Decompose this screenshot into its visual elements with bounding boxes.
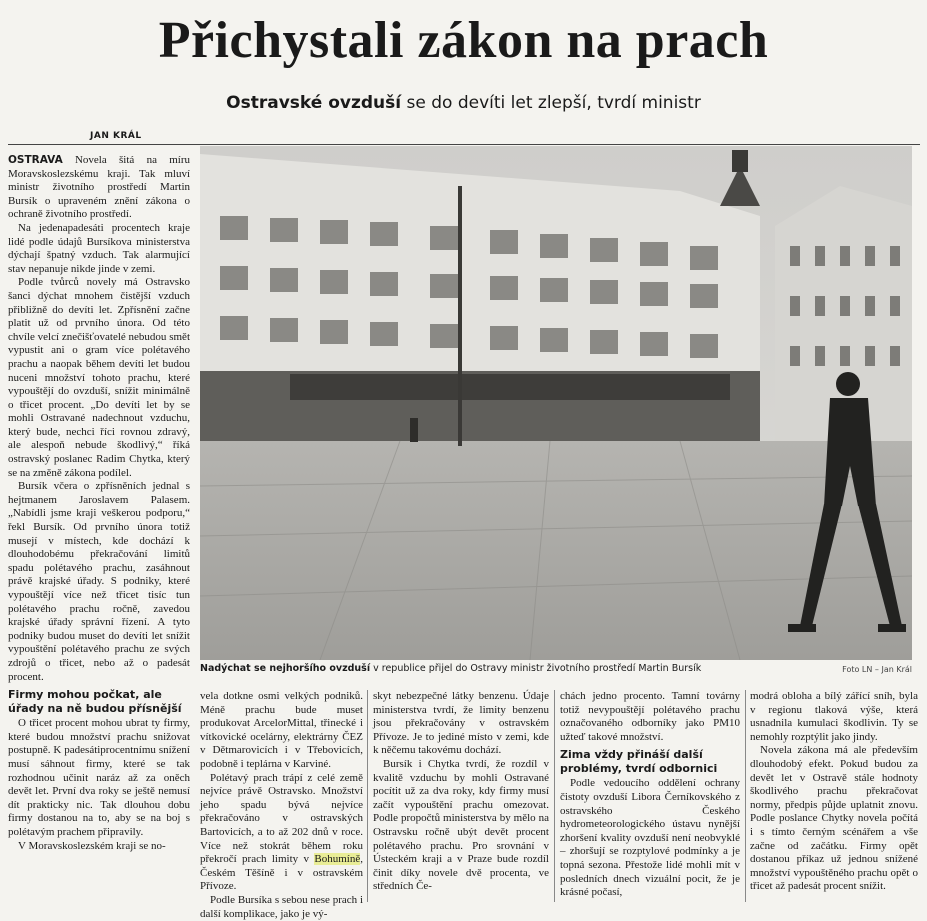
highlighted-word: Bohumíně bbox=[314, 853, 361, 866]
column-4 bbox=[560, 690, 740, 900]
column-divider bbox=[554, 690, 555, 902]
column-3 bbox=[373, 690, 549, 894]
col1-paragraph-1: OSTRAVA Novela šitá na míru Moravskoslezskému kraji. Tak mluví ministr životního prostředí Martin Bursík o upraveném znění zákona o ochraně životního prostředí. bbox=[8, 154, 190, 221]
col5-paragraph-1: modrá obloha a bílý zářící sníh, byla v regionu tlaková výše, která usnadnila kumulaci škodlivin. Ty se nemohly rozptýlit jako jindy. bbox=[750, 690, 918, 743]
caption-rest: v republice přijel do Ostravy ministr životního prostředí Martin Bursík bbox=[370, 663, 702, 674]
byline: JAN KRÁL bbox=[90, 131, 142, 141]
column-divider bbox=[367, 690, 368, 902]
col4-subhead: Zima vždy přináší další problémy, tvrdí odbornici bbox=[560, 748, 718, 775]
col2-paragraph-2: Polétavý prach trápí z celé země nejvíce právě Ostravsko. Množství jeho spadu bývá nejvíce překračováno v ostravských Bartovicích, a to až 202 dnů v roce. Více než stokrát během roku překročí prach limity v Bohumíně, Českém Těšíně i v ostravském Přívoze. bbox=[200, 771, 363, 893]
photo-credit: Foto LN – Jan Král bbox=[842, 665, 912, 674]
col1-paragraph-6: V Moravskoslezském kraji se no- bbox=[18, 839, 166, 852]
lamp-post bbox=[458, 186, 462, 446]
shop-awnings bbox=[290, 374, 730, 400]
col5-paragraph-2: Novela zákona má ale především dlouhodobý efekt. Pokud budou za devět let v Ostravě stále hodnoty škodlivého prachu překračovat normy, předpis půjde uplatnit znovu. Podle poslance Chytky novela počítá i s tímto černým scénářem a vše začne od začátku. Firmy opět dostanou příkaz už jednou snížené množství vypouštěného prachu opět o třicet až padesát procent snížit. bbox=[750, 744, 918, 893]
headline: Přichystali zákon na prach bbox=[158, 12, 769, 69]
subhead-rest: se do devíti let zlepší, tvrdí ministr bbox=[401, 93, 701, 113]
col4-paragraph-1: chách jedno procento. Tamní továrny totiž nevypouštějí polétavého prachu označovaného odborníky jako PM10 užteď takové množství. bbox=[560, 690, 740, 743]
subheadline bbox=[0, 92, 927, 114]
top-rule bbox=[8, 144, 920, 145]
column-1 bbox=[8, 154, 190, 853]
col1-paragraph-2: Na jedenapadesáti procentech kraje lidé podle údajů Bursíkova ministerstva dýchají špatný vzduch. Tak alarmující stav nepanuje nikde jinde v zemi. bbox=[8, 221, 190, 275]
col2-paragraph-3: Podle Bursíka s sebou nese prach i další komplikace, jako je vý- bbox=[200, 893, 363, 920]
col3-paragraph-1: skyt nebezpečné látky benzenu. Údaje ministerstva tvrdí, že limity benzenu jsou překračovány v ostravském Přívoze. Je to jediné místo v zemi, kde k něčemu takovému dochází. bbox=[373, 690, 549, 757]
column-5 bbox=[750, 690, 918, 894]
caption-bold: Nadýchat se nejhoršího ovzduší bbox=[200, 663, 371, 674]
col1-paragraph-4: Bursík včera o zpřísněních jednal s hejtmanem Jaroslavem Palasem. „Nabídli jsme kraji veškerou podporu,“ řekl Bursík. Od prvního února totiž musejí v místech, kde dochází k dlouhodobému překračování limitů spadu polétavého prachu, zasáhnout právě krajské úřady. S podniky, které vypouštějí více než třicet tisíc tun polétavého prachu ročně, zavedou krajské úřady správní řízení. A tyto podniky budou muset do devíti let snížit vypouštění polétavého prachu ze svých zdrojů o třicet, nebo až o padesát procent. bbox=[8, 480, 190, 683]
col3-paragraph-2: Bursík i Chytka tvrdí, že rozdíl v kvalitě vzduchu by mohli Ostravané pocítit už za dva roky, kdy firmy musí začít vypouštění prachu omezovat. Podle propočtů ministerstva by mělo na Ostravsku ročně ubýt devět procent polétavého prachu. Pro srovnání v Ústeckém kraji a v Praze bude rozdíl činit díky novele dvě procenta, ve středních Če- bbox=[373, 757, 549, 893]
photo-caption bbox=[200, 663, 912, 675]
col2-paragraph-1: vela dotkne osmi velkých podniků. Méně prachu bude muset produkovat ArcelorMittal, třinecké i vítkovické ocelárny, elektrárny ČEZ v Dětmarovicích i v Třebovicích, podobně i teplárna v Karviné. bbox=[200, 690, 363, 770]
col4-paragraph-2: Podle vedoucího oddělení ochrany čistoty ovzduší Libora Černíkovského z ostravského Českého hydrometeorologického ústavu nynější zhoršení kvality ovzduší není neobvyklé – zhoršují se rozptylové podmínky a je topná sezona. Přestože lidé mohli mít v posledních dnech vizuální pocit, že je krásné počasí, bbox=[560, 777, 740, 899]
dateline: OSTRAVA bbox=[8, 154, 63, 166]
article-photo bbox=[200, 146, 912, 660]
subhead-bold: Ostravské ovzduší bbox=[226, 93, 402, 113]
col1-subhead: Firmy mohou počkat, ale úřady na ně budou přísnější bbox=[8, 688, 182, 715]
photo-street-scene bbox=[200, 146, 912, 660]
column-divider bbox=[745, 690, 746, 902]
col1-paragraph-3: Podle tvůrců novely má Ostravsko šanci dýchat mnohem čistější vzduch přibližně do devíti let. Zpřísnění začne platit už od prvního února. Od této chvíle velcí znečišťovatelé nebudou smět vypustit ani o gram více polétavého prachu a naopak během devíti let budou nuceni množství tohoto prachu, které vypouštějí do ovzduší, snížit minimálně o třicet procent. „Do devíti let by se mohli Ostravané nadechnout vzduchu, který bude, nechci říci rovnou zdravý, ale alespoň nebude škodlivý,“ říká ostravský poslanec Radim Chytka, který se na změně zákona podílel. bbox=[8, 276, 190, 479]
column-2 bbox=[200, 690, 363, 921]
col1-paragraph-5: O třicet procent mohou ubrat ty firmy, které budou množství prachu snižovat postupně. K padesátiprocentnímu snížení musí sáhnout firmy, které se tak rozhodnou učinit naráz až za oněch devět let. První dva roky se ještě nemusí dít prakticky nic. Tak dlouhou dobu firmy dostanou na to, aby se na boj s polétavým prachem připravily. bbox=[8, 717, 190, 838]
